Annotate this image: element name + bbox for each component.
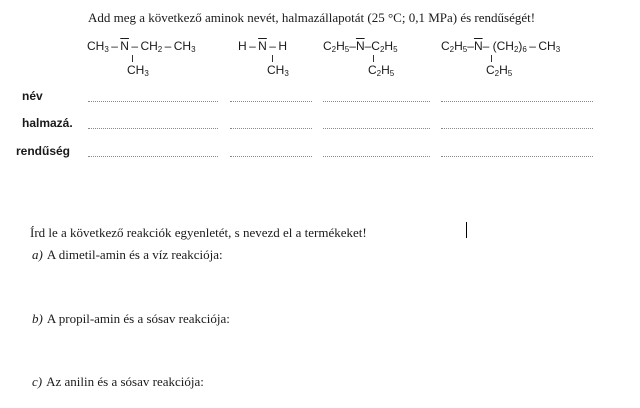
answer-line[interactable]	[323, 156, 430, 157]
amine-formula-2-substituent: $CH_3$	[267, 63, 289, 78]
amine-formula-2: H – $\overline{N}$ – H	[238, 39, 287, 53]
amine-formula-1: $CH_3 - \overline{N} - CH_2 - CH_3$	[87, 39, 196, 54]
bond-line-3	[373, 55, 374, 62]
amine-formula-3-substituent: $C_2H_5$	[368, 63, 395, 78]
answer-line[interactable]	[230, 101, 312, 102]
row-label-order: rendűség	[16, 144, 71, 158]
text-cursor	[466, 222, 467, 238]
task2-instruction: Írd le a következő reakciók egyenletét, s nevezd el a termékeket!	[30, 225, 367, 240]
reaction-item-c: c) Az anilin és a sósav reakciója:	[32, 374, 204, 389]
answer-line[interactable]	[88, 156, 218, 157]
answer-line[interactable]	[88, 128, 218, 129]
answer-line[interactable]	[88, 101, 218, 102]
task1-instruction: Add meg a következő aminok nevét, halmazállapotát (25 °C; 0,1 MPa) és rendűségét!	[88, 10, 536, 25]
row-label-state: halmazá.	[22, 116, 73, 130]
amine-formula-3: $C_2H_5-\overline{N}-C_2H_5$	[323, 39, 398, 54]
row-label-name: név	[22, 89, 43, 103]
bond-line-1	[132, 55, 133, 62]
bond-line-4	[491, 55, 492, 62]
answer-line[interactable]	[441, 101, 593, 102]
answer-line[interactable]	[230, 128, 312, 129]
reaction-item-a: a) A dimetil-amin és a víz reakciója:	[32, 247, 223, 262]
answer-line[interactable]	[323, 101, 430, 102]
answer-line[interactable]	[441, 128, 593, 129]
answer-line[interactable]	[230, 156, 312, 157]
amine-formula-4: $C_2H_5-\overline{N}-$ $(CH_2)_6 - CH_3$	[441, 39, 561, 54]
amine-formula-4-substituent: $C_2H_5$	[486, 63, 513, 78]
answer-line[interactable]	[323, 128, 430, 129]
reaction-item-b: b) A propil-amin és a sósav reakciója:	[32, 311, 230, 326]
amine-formula-1-substituent: $CH_3$	[127, 63, 149, 78]
bond-line-2	[272, 55, 273, 62]
answer-line[interactable]	[441, 156, 593, 157]
